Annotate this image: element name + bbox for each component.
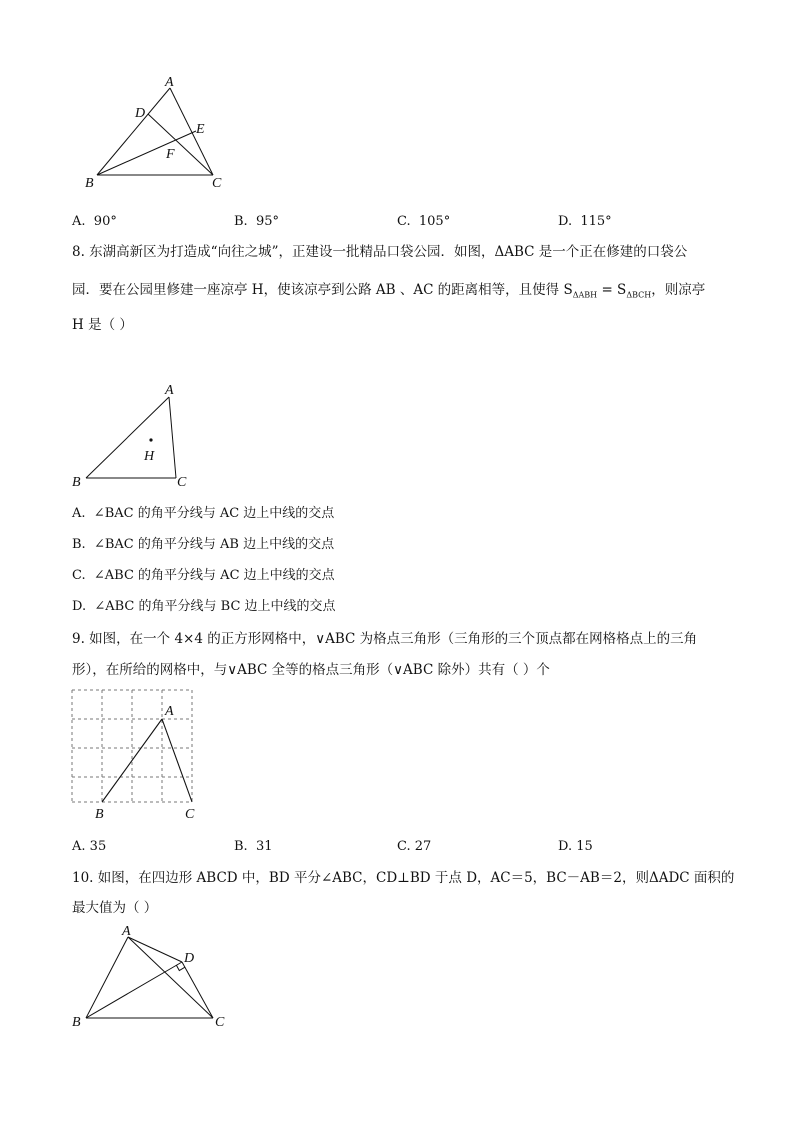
q9-label-c: C [185,807,195,822]
q7-figure [80,70,240,195]
q7-option-b[interactable]: B. 95° [234,214,279,229]
q10-label-d: D [184,951,195,966]
q7-label-f: F [166,147,175,162]
q7-label-c: C [212,176,222,191]
q10-figure [66,920,236,1035]
q10-label-b: B [72,1015,81,1030]
q8-label-h: H [144,449,155,464]
q9-stem-line2: 形），在所给的网格中，与∨ABC 全等的格点三角形（∨ABC 除外）共有（ ）个 [72,662,550,678]
q8-figure [66,374,206,492]
q8-option-c[interactable]: C. ∠ABC 的角平分线与 AC 边上中线的交点 [72,568,335,583]
q7-label-e: E [196,122,205,137]
q8-label-c: C [177,475,187,490]
q7-label-b: B [85,176,94,191]
q9-option-a[interactable]: A. 35 [72,839,107,854]
q8-stem-line1: 8. 东湖高新区为打造成“向往之城”，正建设一批精品口袋公园．如图，ΔABC 是一个正在修建的口袋公 [72,244,688,260]
q9-option-d[interactable]: D. 15 [558,839,593,854]
q10-label-a: A [122,924,131,939]
q7-option-d[interactable]: D. 115° [558,214,612,229]
q7-label-d: D [135,106,146,121]
q9-label-b: B [95,807,104,822]
q8-label-b: B [72,475,81,490]
q8-stem-line2: 园．要在公园里修建一座凉亭 H，使该凉亭到公路 AB 、AC 的距离相等，且使得 $S_{\Delta ABH} = S_{\Delta BCH}$，则凉亭 [72,282,706,300]
q8-option-b[interactable]: B. ∠BAC 的角平分线与 AB 边上中线的交点 [72,537,335,552]
q8-label-a: A [165,383,174,398]
q10-stem-line2: 最大值为（ ） [72,900,158,916]
q8-point-h [149,438,152,441]
q9-stem-line1: 9. 如图，在一个 4×4 的正方形网格中，∨ABC 为格点三角形（三角形的三个顶点都在网格格点上的三角 [72,631,698,647]
q9-option-c[interactable]: C. 27 [397,839,432,854]
q7-options [0,213,794,233]
q9-label-a: A [165,704,174,719]
q10-stem-line1: 10. 如图，在四边形 ABCD 中，BD 平分∠ABC，CD⊥BD 于点 D，AC＝5，BC－AB＝2，则ΔADC 面积的 [72,870,735,886]
q8-stem-line3: H 是（ ） [72,317,133,333]
q7-option-c[interactable]: C. 105° [397,214,451,229]
q9-option-b[interactable]: B. 31 [234,839,273,854]
q10-label-c: C [215,1015,225,1030]
q8-option-d[interactable]: D. ∠ABC 的角平分线与 BC 边上中线的交点 [72,599,336,614]
q9-options [0,838,794,858]
q7-option-a[interactable]: A. 90° [72,214,117,229]
q7-label-a: A [165,75,174,90]
q8-option-a[interactable]: A. ∠BAC 的角平分线与 AC 边上中线的交点 [72,506,335,521]
q9-grid-figure [66,684,216,824]
